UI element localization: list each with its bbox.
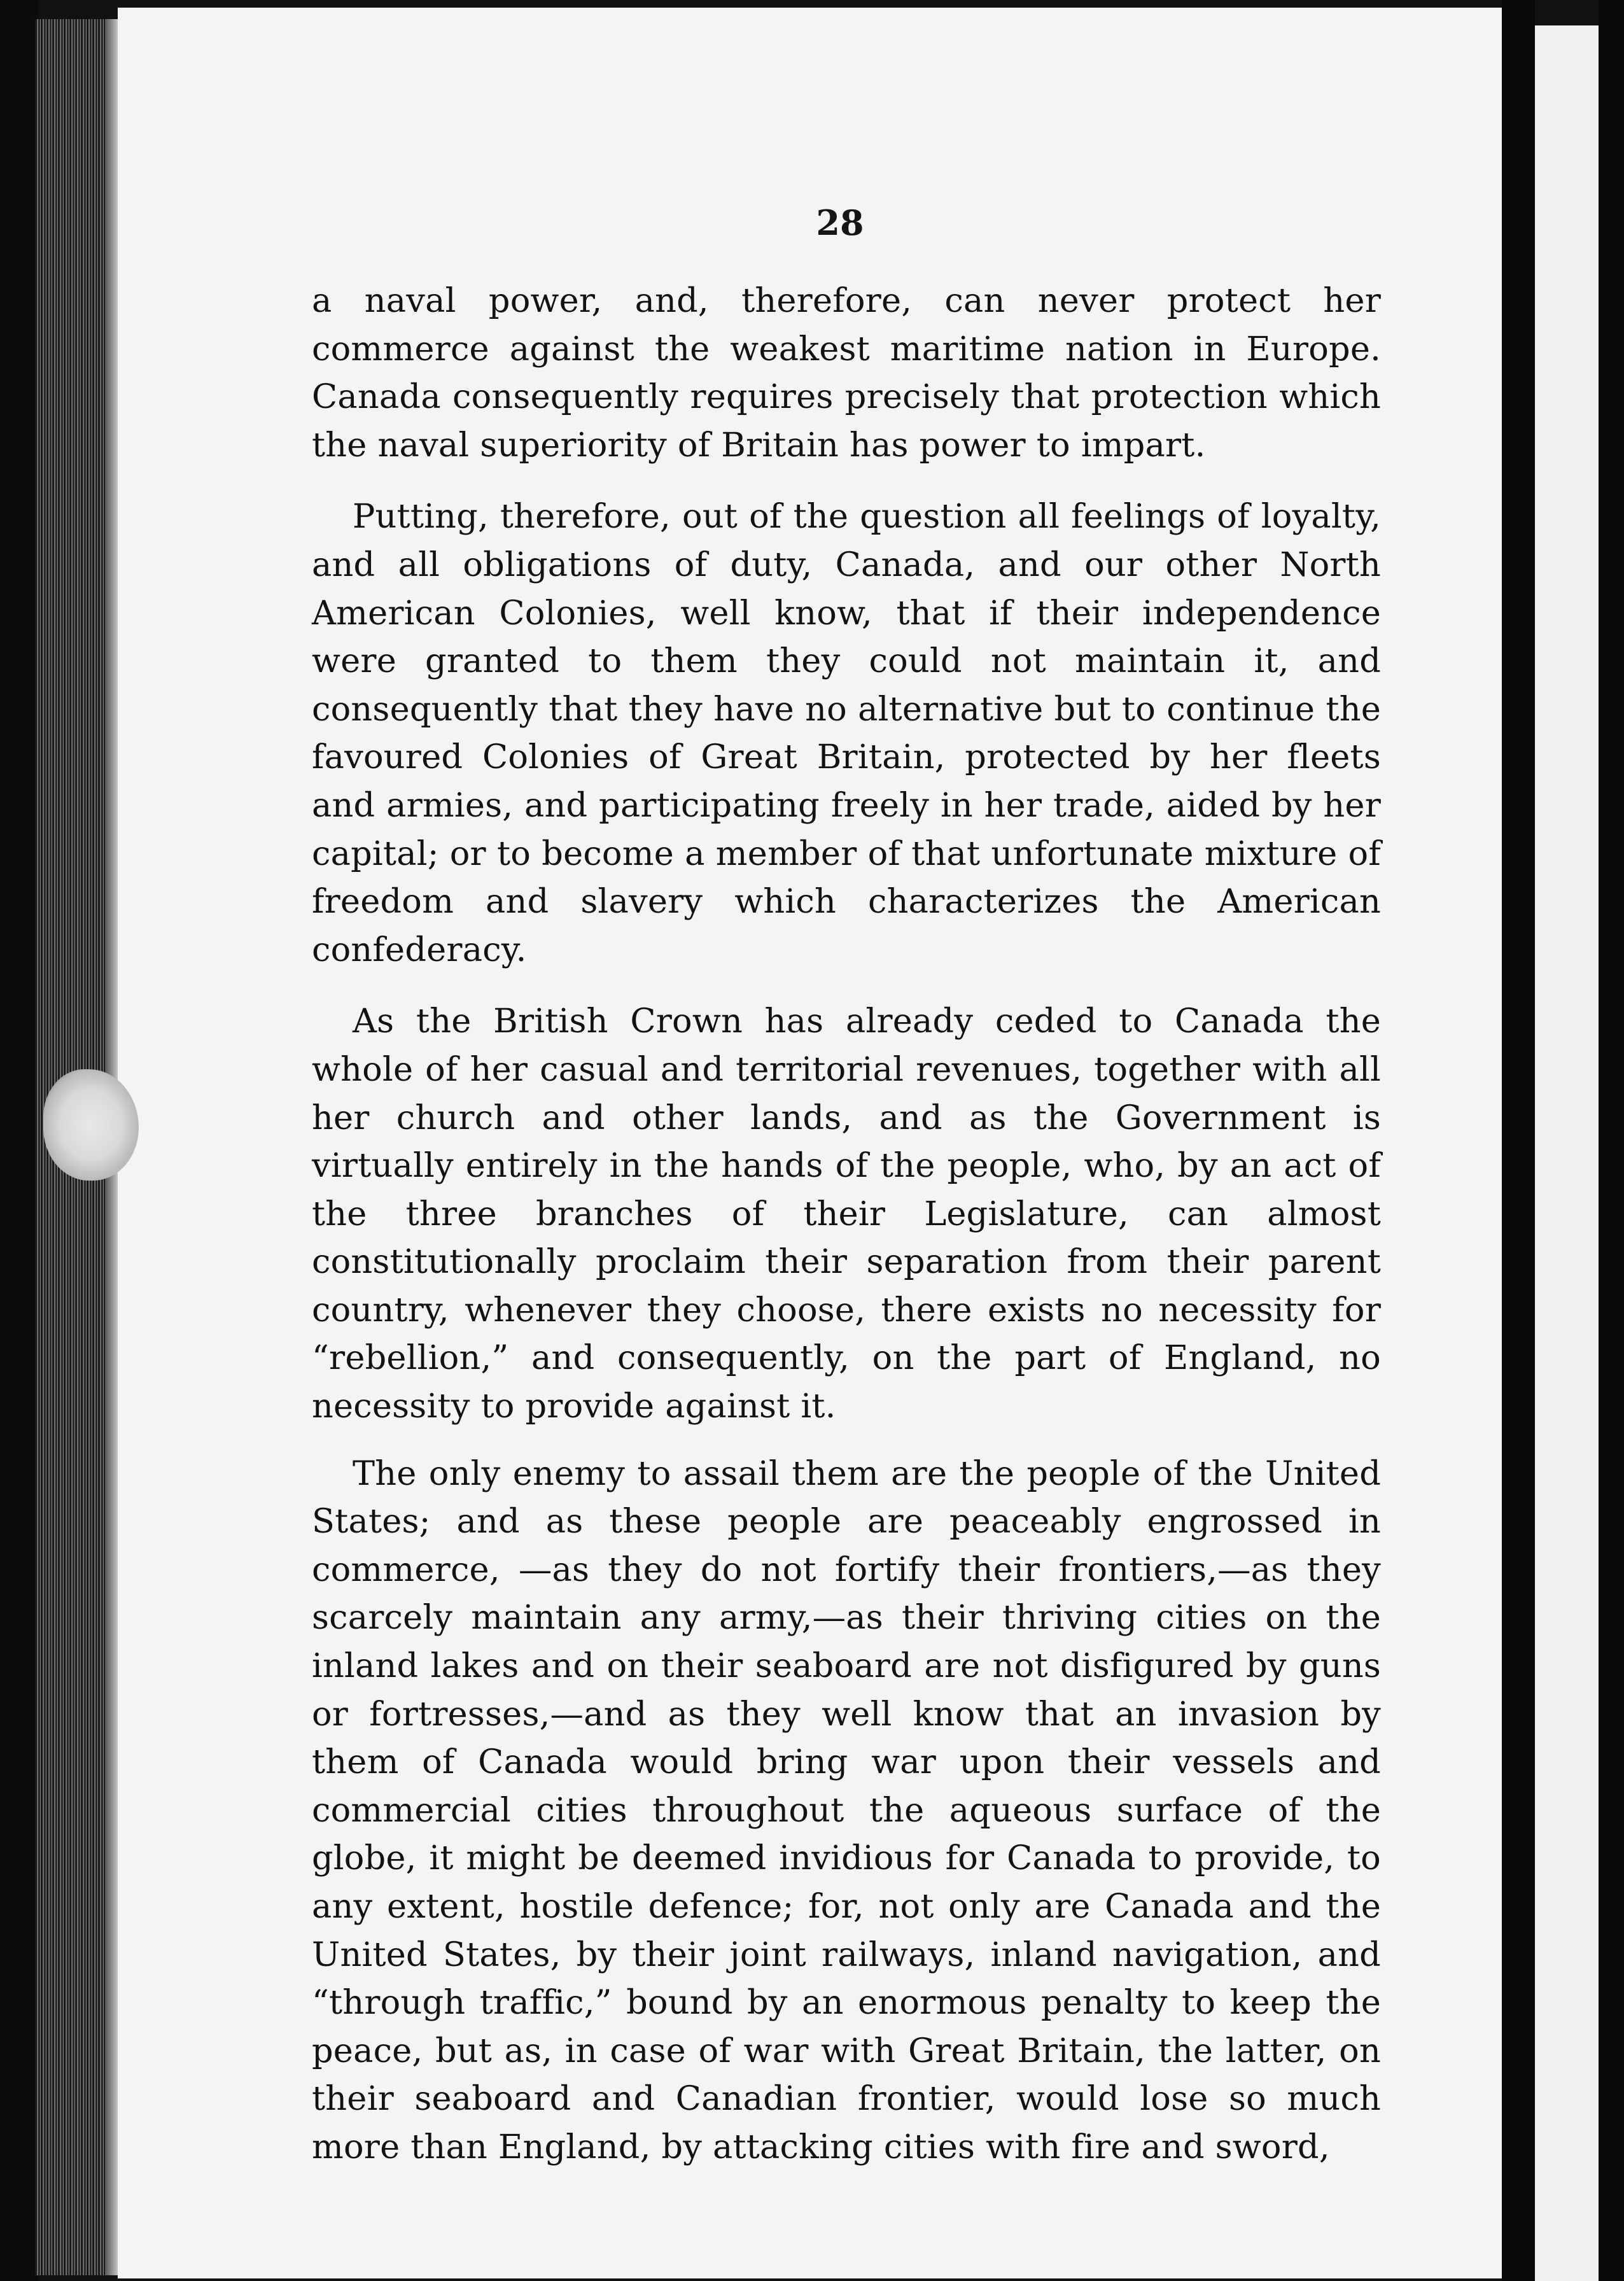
paragraph: As the British Crown has already ceded to Canada the whole of her casual and territorial revenues, together with all her church and other lands, and as the Government is virtually entirely in the hands of the people, who, by an act of the three branches of their Legislature, can almost constitutionally proclaim their separation from their parent country, whenever they choose, there exists no necessity for “rebellion,” and consequently, on the part of England, no necessity to provide against it.: [312, 1002, 1381, 1426]
scan-gutter-right: [1502, 0, 1535, 2281]
paragraph: The only enemy to assail them are the people of the United States; and as these people are peaceably engrossed in commerce, —as they do not fortify their frontiers,—as they scarcely maintain any army,—as their thriving cities on the inland lakes and on their seaboard are not disfigured by guns or fortresses,—and as they well know that an invasion by them of Canada would bring war upon their vessels and commercial cities throughout the aqueous surface of the globe, it might be deemed invidious for Canada to provide, to any extent, hostile defence; for, not only are Canada and the United States, by their joint railways, inland navigation, and “through traffic,” bound by an enormous penalty to keep the peace, but as, in case of war with Great Britain, the latter, on their seaboard and Canadian frontier, would lose so much more than England, by attacking cities with fire and sword,: [312, 1454, 1381, 2166]
next-page-sliver: [1535, 25, 1599, 2281]
scan-border-right: [1599, 0, 1624, 2281]
body-text: [312, 277, 1381, 2172]
scan-border-left: [0, 0, 38, 2281]
paragraph: Putting, therefore, out of the question all feelings of loyalty, and all obligations of duty, Canada, and our other North American Colonies, well know, that if their independence were granted to them they could not maintain it, and consequently that they have no alternative but to continue the favoured Colonies of Great Britain, protected by her fleets and armies, and participating freely in her trade, aided by her capital; or to become a member of that unfortunate mixture of freedom and slavery which characterizes the American confederacy.: [312, 497, 1381, 969]
paragraph: a naval power, and, therefore, can never protect her commerce against the weakest maritime nation in Europe. Canada consequently requires precisely that protection which the naval superiority of Britain has power to impart.: [312, 281, 1381, 465]
page-number: 28: [816, 202, 864, 243]
